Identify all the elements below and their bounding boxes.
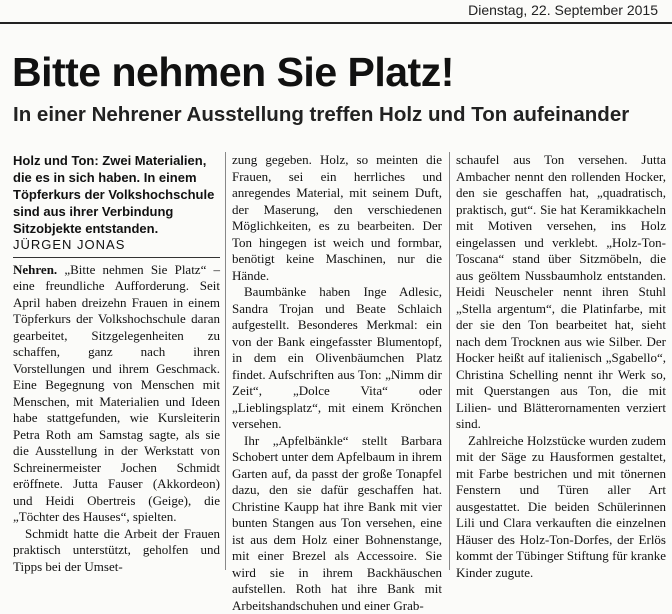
body-paragraph: zung gegeben. Holz, so meinten die Frauen, sei ein herrliches und anregendes Material, mit seinem Duft, der Maserung, den verschiedenen Möglichkeiten, es zu bearbeiten. Der Ton hingegen ist weich und formbar, benötigt keine Maschinen, nur die Hände.	[232, 152, 442, 284]
article-author: JÜRGEN JONAS	[13, 237, 220, 258]
publication-date: Dienstag, 22. September 2015	[468, 2, 658, 18]
dateline: Nehren.	[13, 262, 57, 277]
body-paragraph: schaufel aus Ton versehen. Jutta Ambacher nennt den rollenden Hocker, den sie geschaffen hat, „quadratisch, praktisch, gut“. Sie hat Keramikkacheln mit Motiven versehen, ins Holz eingelassen und verklebt. „Holz-Ton-Toscana“ stand über Sitzmöbeln, die aus geöltem Nussbaumholz entstanden. Heidi Neuscheler nennt ihren Stuhl „Stella argentum“, die Platinfarbe, mit der sie den Ton bearbeitet hat, sieht nach dem Trocknen aus wie Silber. Der Hocker heißt auf italienisch „Sgabello“, Christina Schelling nennt ihr Werk so, mit Querstangen aus Ton, die mit Lilien- und Blätterornamenten verziert sind.	[456, 152, 666, 433]
body-text: „Bitte nehmen Sie Platz“ – eine freundliche Aufforderung. Seit April haben dreizehn Frauen in einem Töpferkurs der Volkshochschule daran gearbeitet, Sitzgelegenheiten zu schaffen, ganz nach ihren Vorstellungen und ihrem Geschmack. Eine Begegnung von Menschen mit Menschen, mit Materialien und Ideen habe stattgefunden, wie Kursleiterin Petra Roth am Samstag sagte, als sie die Ausstellung in der Werkstatt von Schreinermeister Jochen Schmidt eröffnete. Jutta Fauser (Akkordeon) und Heidi Obertreis (Geige), die „Töchter des Hauses“, spielten.	[13, 262, 220, 525]
body-paragraph: Schmidt hatte die Arbeit der Frauen praktisch unterstützt, geholfen und Tipps bei der Umset-	[13, 526, 220, 576]
body-paragraph: Ihr „Apfelbänkle“ stellt Barbara Schobert unter dem Apfelbaum in ihrem Garten auf, da passt der große Tonapfel dazu, den sie dafür geschaffen hat. Christine Kaupp hat ihre Bank mit vier bunten Stangen aus Ton versehen, eine ist aus dem Holz einer Bohnenstange, mit einer Brezel als Accessoire. Sie wird sie in ihrem Backhäuschen aufstellen. Roth hat ihre Bank mit Arbeitshandschuhen und einer Grab-	[232, 433, 442, 614]
article-column-1	[13, 152, 220, 570]
body-paragraph: Zahlreiche Holzstücke wurden zudem mit der Säge zu Hausformen gestaltet, mit Farbe bestrichen und mit tönernen Fenstern und Türen aller Art ausgestattet. Die beiden Schülerinnen Lili und Clara verkauften die einzelnen Häuser des Holz-Ton-Dorfes, der Erlös kommt der Tübinger Stiftung für kranke Kinder zugute.	[456, 433, 666, 582]
article-column-3	[456, 152, 666, 570]
body-paragraph	[13, 262, 220, 526]
body-paragraph: Baumbänke haben Inge Adlesic, Sandra Trojan und Beate Schlaich aufgestellt. Besonderes Merkmal: ein von der Bank eingefasster Blumentopf, in dem ein Olivenbäumchen Platz findet. Aufschriften aus Ton: „Nimm dir Zeit“, „Dolce Vita“ oder „Lieblingsplatz“, mit einem Krönchen versehen.	[232, 284, 442, 433]
article-column-2	[232, 152, 442, 570]
header-rule	[0, 22, 672, 24]
article-subheadline: In einer Nehrener Ausstellung treffen Holz und Ton aufeinander	[13, 101, 629, 129]
column-divider	[449, 152, 450, 570]
article-teaser: Holz und Ton: Zwei Materialien, die es in sich haben. In einem Töpferkurs der Volkshochschule sind aus ihrer Verbindung Sitzobjekte entstanden.	[13, 152, 220, 237]
article-headline: Bitte nehmen Sie Platz!	[12, 47, 454, 97]
column-divider	[225, 152, 226, 570]
